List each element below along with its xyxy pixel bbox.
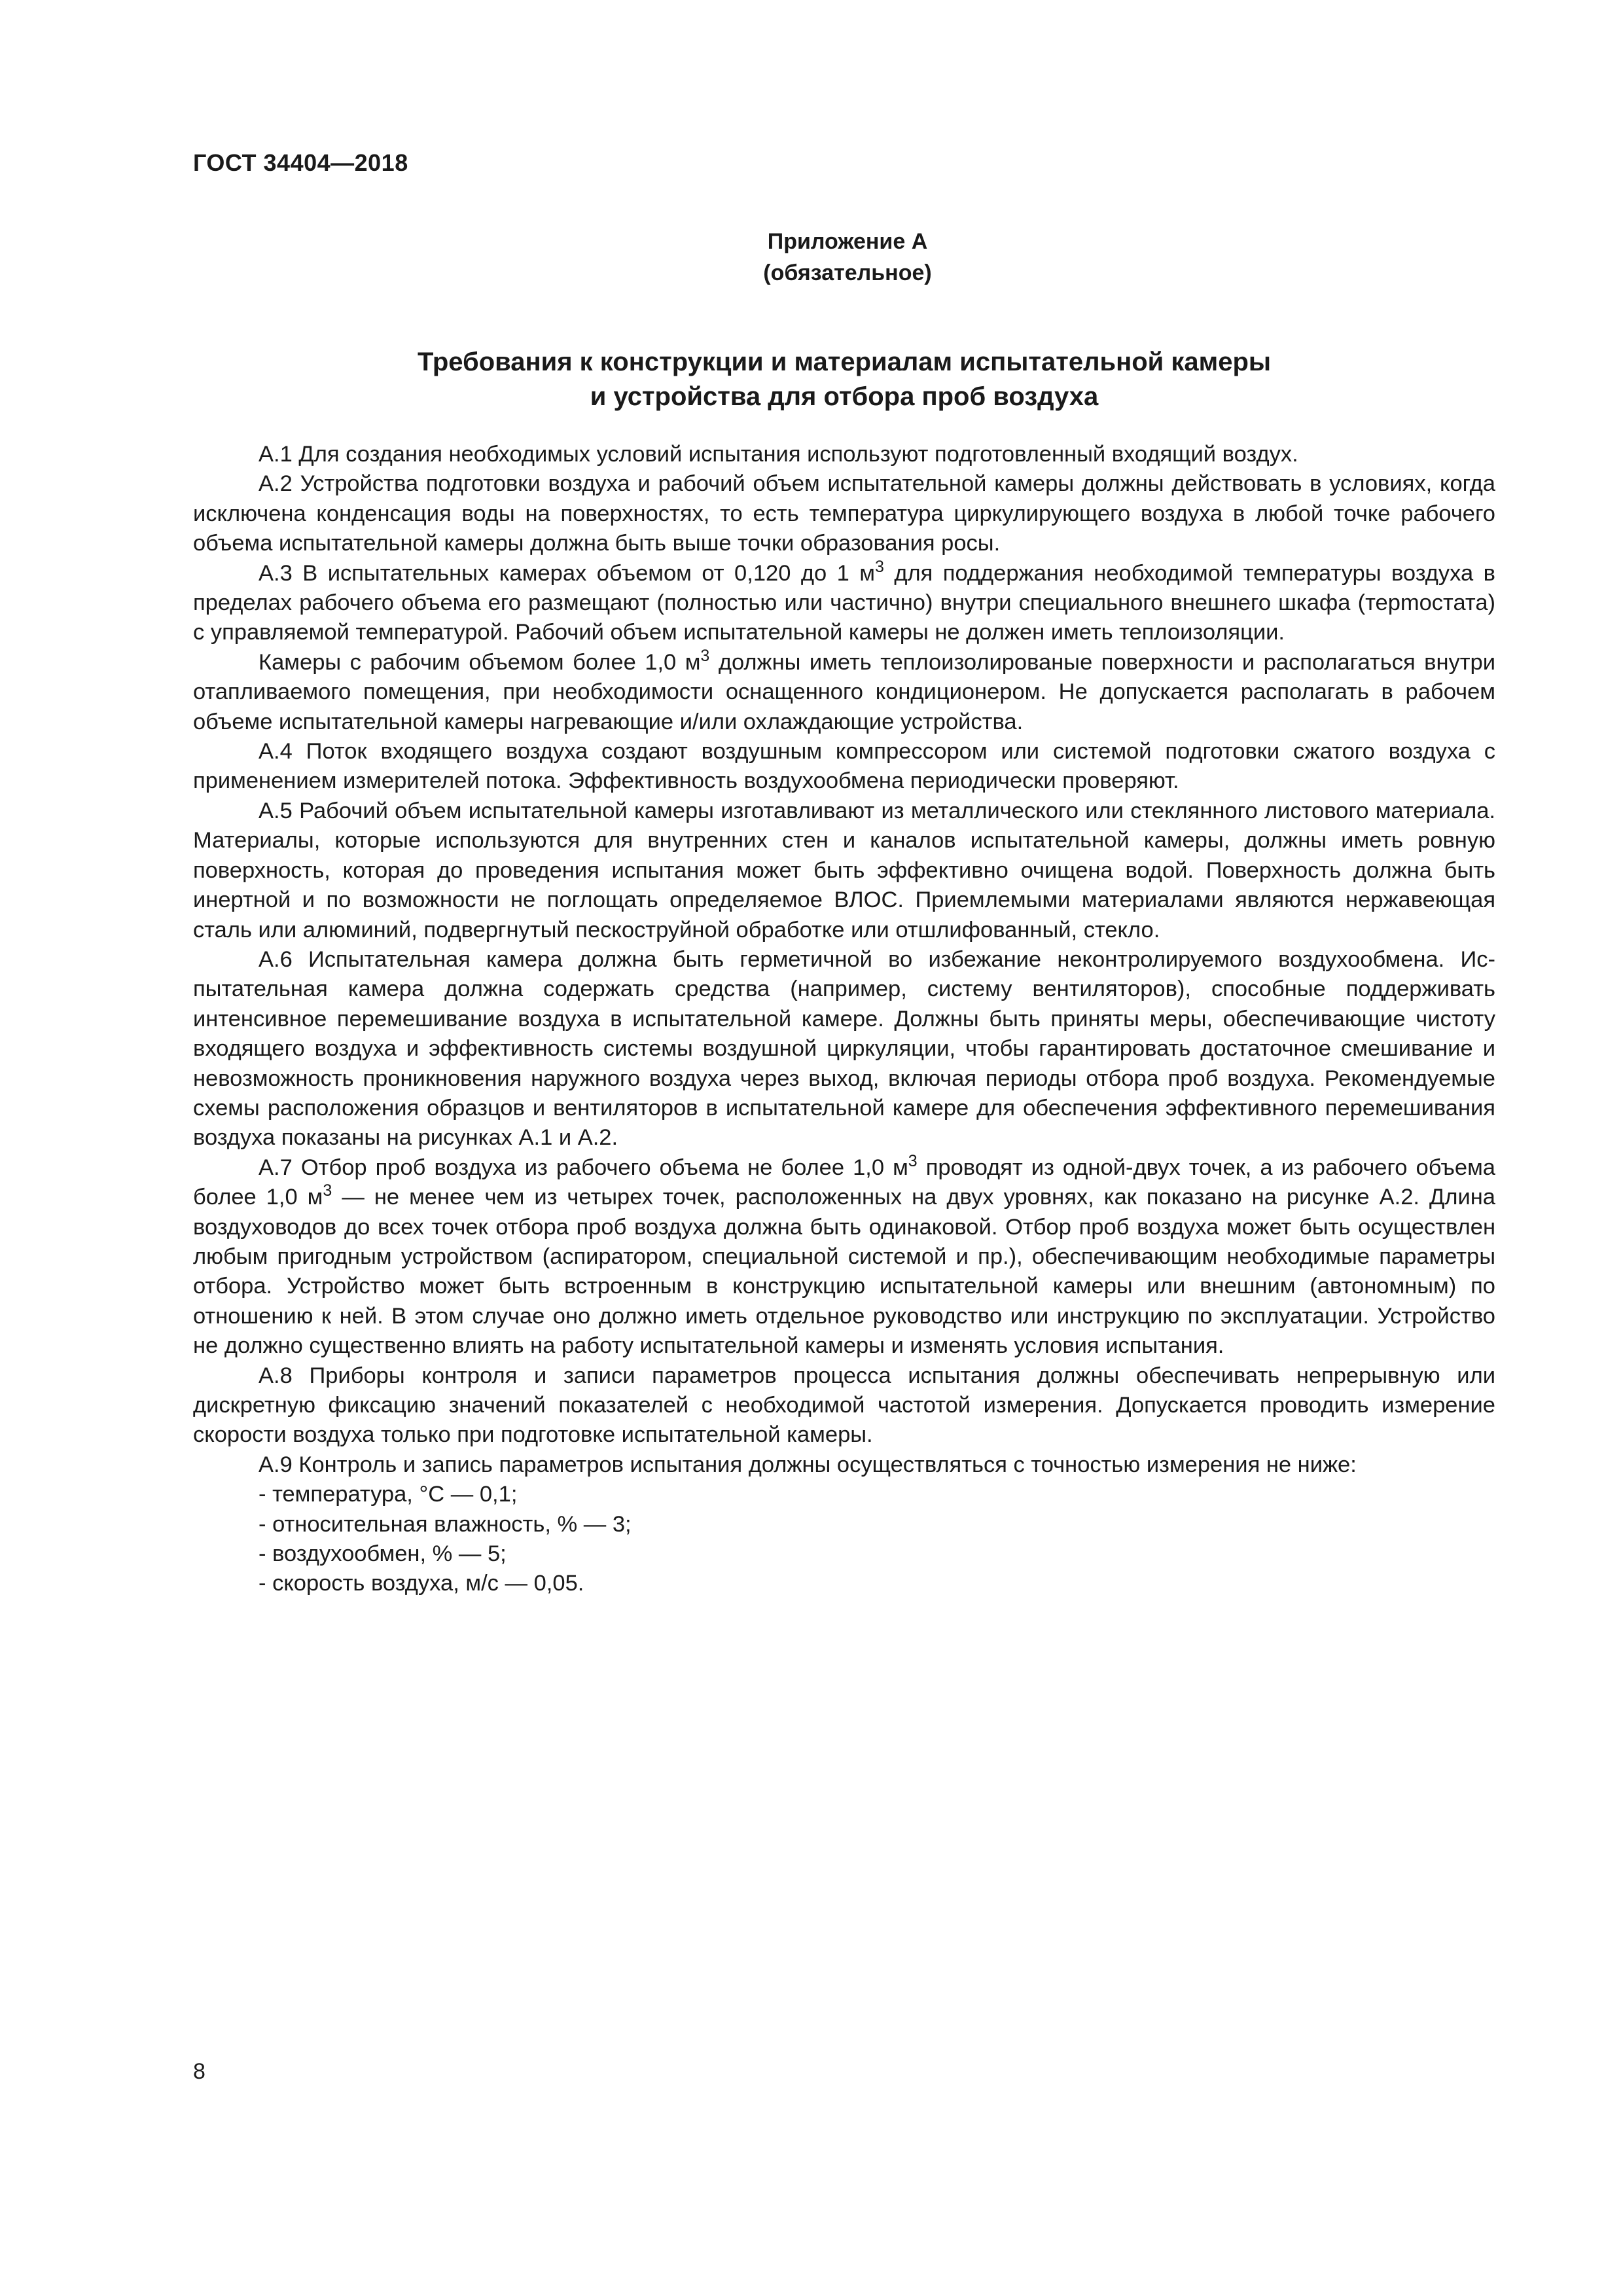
paragraph-a8: А.8 Приборы контроля и записи параметров процесса испытания должны обеспечивать непрерывную или дискретную фиксацию значений показателей с необходимой частотой измерения. Допускается проводить измерение скорости воздуха только при подготовке испытательной камеры. (193, 1363, 1495, 1448)
accuracy-list-item-humidity: - относительная влажность, % — 3; (259, 1511, 632, 1537)
paragraph-a3-text-start: А.3 В испытательных камерах объемом от 0,120 до 1 м (259, 560, 876, 586)
paragraph-a3-continued (193, 648, 1495, 737)
paragraph-a3b-text-start: Камеры с рабочим объемом более 1,0 м (259, 649, 701, 675)
section-title-line-2: и устройства для отбора проб воздуха (590, 382, 1099, 411)
paragraph-a3b-text-end: должны иметь теплоизолированые поверхности и располагаться внутри отапливаемого помещения, при необходимости оснащенного кондиционером. Не допускается располагать в рабочем объеме испытательной камеры нагревающие и/или охлаждающие устройства. (193, 649, 1496, 734)
paragraph-a5: А.5 Рабочий объем испытательной камеры изготавливают из металлического или стеклянного листового материала. Материалы, которые используются для внутренних стен и каналов испытательной камеры, должны иметь ровную поверхность, которая до проведения испытания может быть эффективно очищена водой. Поверхность должна быть инертной и по возможности не поглощать определяемое ВЛОС. Приемлемыми материалами являются нержавеющая сталь или алюминий, подвергнутый пескоструйной обработке или отшлифованный, стекло. (193, 798, 1495, 942)
accuracy-list-item-temperature: - температура, °С — 0,1; (259, 1482, 518, 1507)
cubic-superscript: 3 (323, 1181, 332, 1200)
document-code-header: ГОСТ 34404—2018 (193, 149, 408, 176)
paragraph-a1: А.1 Для создания необходимых условий испытания используют подготовленный входящий воздух. (259, 442, 1298, 467)
paragraph-a7-text-3: — не менее чем из четырех точек, расположенных на двух уровнях, как показано на рисунке А.2. Длина воздуховодов до всех точек отбора проб воздуха должна быть одинаковой. Отбор проб воздуха может быть осуществлен любым пригодным устройством (аспиратором, специальной системой и пр.), обеспечивающим необходимые параметры отбора. Устройство может быть встроенным в конструкцию испытательной камеры или внешним (автономным) по отношению к ней. В этом случае оно должно иметь отдельное руководство или инструкцию по эксплуатации. Устройство не должно существенно влиять на работу испытательной камеры и изменять условия испытания. (193, 1185, 1495, 1359)
section-title-line-1: Требования к конструкции и материалам испытательной камеры (417, 348, 1272, 376)
paragraph-a7 (193, 1153, 1495, 1361)
appendix-heading (0, 226, 1623, 289)
page-number: 8 (193, 2059, 205, 2084)
document-body (193, 440, 1495, 1599)
cubic-superscript: 3 (875, 557, 884, 576)
paragraph-a7-text-2: проводят из одной-двух точек, а из рабочего объема более 1,0 м (193, 1155, 1495, 1210)
paragraph-a3-text-end: для поддержания необходимой температуры воздуха в пределах рабочего объема его размещают (полностью или частично) внутри специального внешнего шкафа (терmостата) с управляемой температурой. Рабочий объем испытательной камеры не должен иметь теплоизоляции. (193, 560, 1495, 645)
accuracy-list-item-air-exchange: - воздухообмен, % — 5; (259, 1541, 507, 1567)
paragraph-a2: А.2 Устройства подготовки воздуха и рабочий объем испытательной камеры должны действовать в условиях, когда исключена конденсация воды на поверхностях, то есть температура циркулирующего воздуха в любой точке рабочего объема испытательной камеры должна быть выше точки образования росы. (193, 471, 1495, 556)
paragraph-a6: А.6 Испытательная камера должна быть герметичной во избежание неконтролируемого воздухообмена. Испытательная камера должна содержать средства (например, систему вентиляторов), способные поддерживать интенсивное перемешивание воздуха в испытательной камере. Должны быть приняты меры, обеспечивающие чистоту входящего воздуха и эффективность системы воздушной циркуляции, чтобы гарантировать достаточное смешивание и невозможность проникновения наружного воздуха через выход, включая периоды отбора проб воздуха. Рекомендуемые схемы расположения образцов и вентиляторов в испытательной камере для обеспечения эффективного перемешивания воздуха показаны на рисунках А.1 и А.2. (193, 946, 1495, 1151)
paragraph-a9: А.9 Контроль и запись параметров испытания должны осуществляться с точностью измерения не ниже: (259, 1452, 1357, 1477)
section-title (0, 345, 1623, 414)
appendix-label: Приложение А (767, 229, 928, 254)
cubic-superscript: 3 (700, 646, 710, 665)
accuracy-list-item-air-speed: - скорость воздуха, м/с — 0,05. (259, 1571, 584, 1596)
paragraph-a3 (193, 559, 1495, 648)
appendix-status: (обязательное) (763, 260, 932, 285)
cubic-superscript: 3 (908, 1151, 918, 1170)
paragraph-a7-text-1: А.7 Отбор проб воздуха из рабочего объема не более 1,0 м (259, 1155, 908, 1180)
paragraph-a4: А.4 Поток входящего воздуха создают воздушным компрессором или системой подготовки сжатого воздуха с применением измерителей потока. Эффективность воздухообмена периодически проверяют. (193, 739, 1495, 794)
